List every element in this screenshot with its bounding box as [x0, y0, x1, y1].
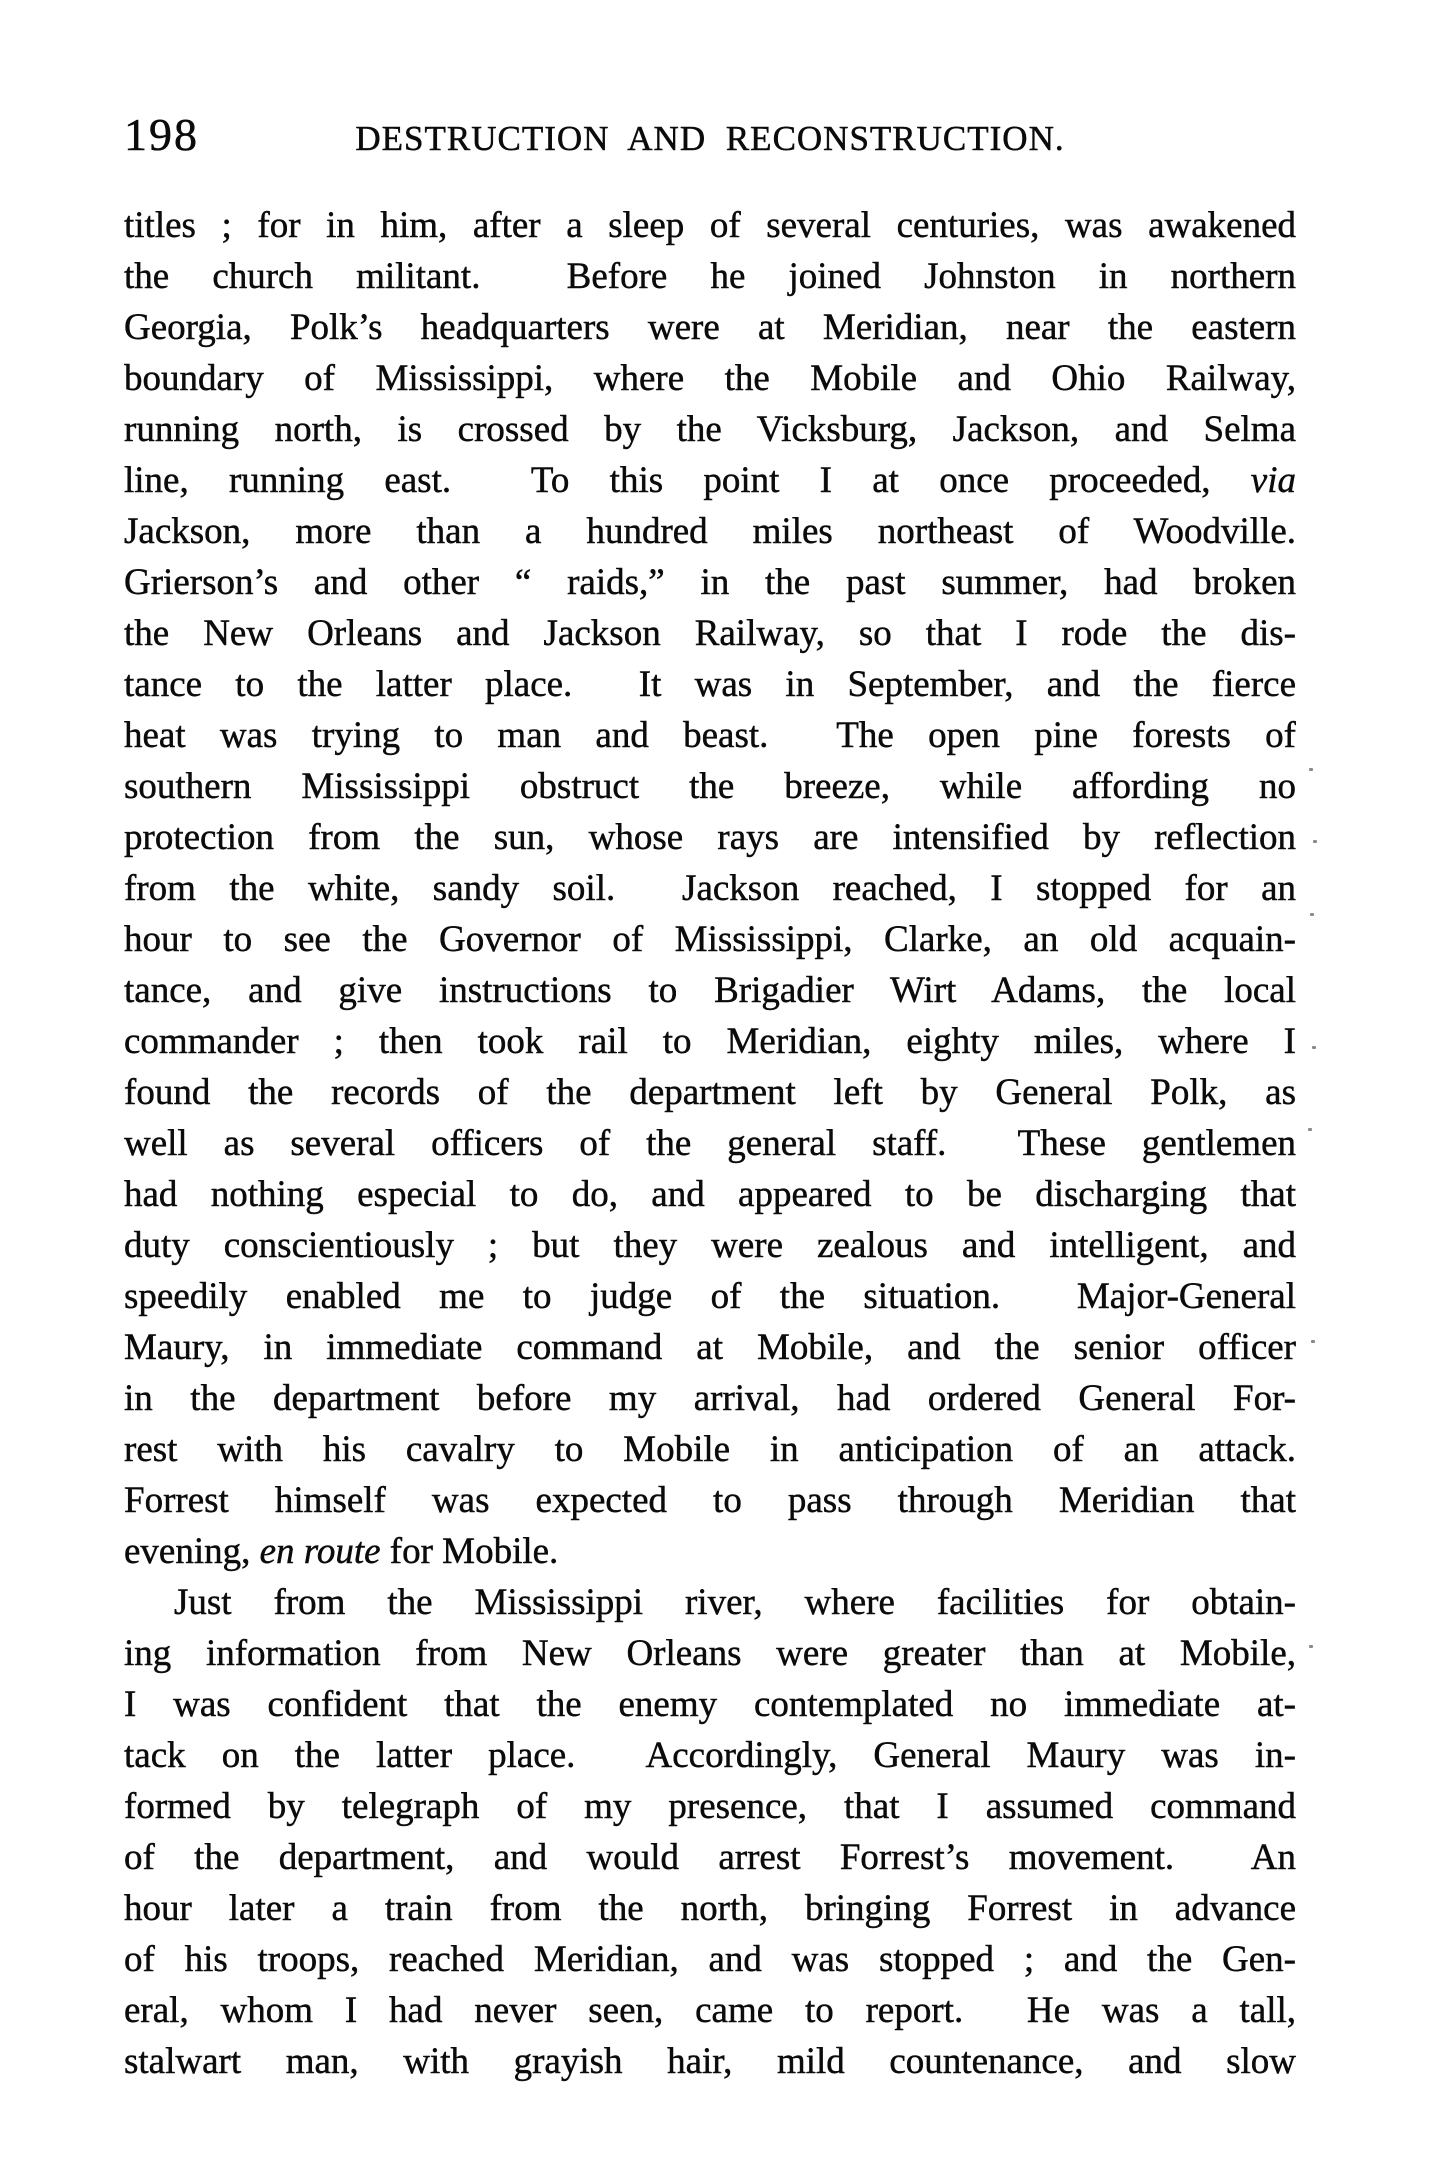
running-head: [124, 110, 1296, 162]
body-line: Just from the Mississippi river, where facilities for obtain-: [174, 1582, 1296, 1623]
body-line: Grierson’s and other “ raids,” in the past summer, had broken: [124, 562, 1296, 603]
body-text: [124, 200, 1296, 2087]
body-line: Maury, in immediate command at Mobile, and the senior officer: [124, 1327, 1296, 1368]
body-line: the church militant. Before he joined Johnston in northern: [124, 256, 1296, 297]
body-line: the New Orleans and Jackson Railway, so that I rode the dis-: [124, 613, 1296, 654]
running-title: DESTRUCTION AND RECONSTRUCTION.: [355, 119, 1065, 158]
body-line: rest with his cavalry to Mobile in anticipation of an attack.: [124, 1429, 1296, 1470]
scan-speck: [1309, 768, 1313, 771]
scan-speck: [1313, 840, 1317, 843]
body-line: heat was trying to man and beast. The open pine forests of: [124, 715, 1296, 756]
body-line: Forrest himself was expected to pass through Meridian that: [124, 1480, 1296, 1521]
body-line: hour later a train from the north, bringing Forrest in advance: [124, 1888, 1296, 1929]
body-line: titles ; for in him, after a sleep of several centuries, was awakened: [124, 205, 1296, 246]
body-line: speedily enabled me to judge of the situation. Major-General: [124, 1276, 1296, 1317]
scan-speck: [1312, 1046, 1316, 1049]
scan-speck: [1311, 1340, 1315, 1343]
body-line: evening, en route for Mobile.: [124, 1531, 559, 1572]
body-line: tance, and give instructions to Brigadier Wirt Adams, the local: [124, 970, 1296, 1011]
body-line: protection from the sun, whose rays are intensified by reflection: [124, 817, 1296, 858]
body-line: duty conscientiously ; but they were zealous and intelligent, and: [124, 1225, 1296, 1266]
body-line: tack on the latter place. Accordingly, General Maury was in-: [124, 1735, 1296, 1776]
body-line: well as several officers of the general staff. These gentlemen: [124, 1123, 1296, 1164]
body-line: of his troops, reached Meridian, and was stopped ; and the Gen-: [124, 1939, 1296, 1980]
body-line: tance to the latter place. It was in September, and the fierce: [124, 664, 1296, 705]
body-line: ing information from New Orleans were greater than at Mobile,: [124, 1633, 1296, 1674]
body-line: found the records of the department left by General Polk, as: [124, 1072, 1296, 1113]
body-line: in the department before my arrival, had ordered General For-: [124, 1378, 1296, 1419]
scan-speck: [1310, 913, 1314, 916]
body-line: formed by telegraph of my presence, that I assumed command: [124, 1786, 1296, 1827]
body-line: stalwart man, with grayish hair, mild countenance, and slow: [124, 2041, 1296, 2082]
scan-speck: [1309, 1645, 1313, 1648]
body-line: boundary of Mississippi, where the Mobile and Ohio Railway,: [124, 358, 1296, 399]
body-line: line, running east. To this point I at once proceeded, via: [124, 460, 1296, 501]
body-line: I was confident that the enemy contemplated no immediate at-: [124, 1684, 1296, 1725]
body-line: hour to see the Governor of Mississippi, Clarke, an old acquain-: [124, 919, 1296, 960]
body-line: Georgia, Polk’s headquarters were at Meridian, near the eastern: [124, 307, 1296, 348]
body-line: eral, whom I had never seen, came to report. He was a tall,: [124, 1990, 1296, 2031]
body-line: southern Mississippi obstruct the breeze, while affording no: [124, 766, 1296, 807]
body-line: running north, is crossed by the Vicksburg, Jackson, and Selma: [124, 409, 1296, 450]
body-line: Jackson, more than a hundred miles northeast of Woodville.: [124, 511, 1296, 552]
body-line: had nothing especial to do, and appeared to be discharging that: [124, 1174, 1296, 1215]
body-line: of the department, and would arrest Forrest’s movement. An: [124, 1837, 1296, 1878]
body-line: from the white, sandy soil. Jackson reached, I stopped for an: [124, 868, 1296, 909]
scan-speck: [1308, 1128, 1312, 1131]
page-number: 198: [124, 109, 199, 160]
body-line: commander ; then took rail to Meridian, eighty miles, where I: [124, 1021, 1296, 1062]
